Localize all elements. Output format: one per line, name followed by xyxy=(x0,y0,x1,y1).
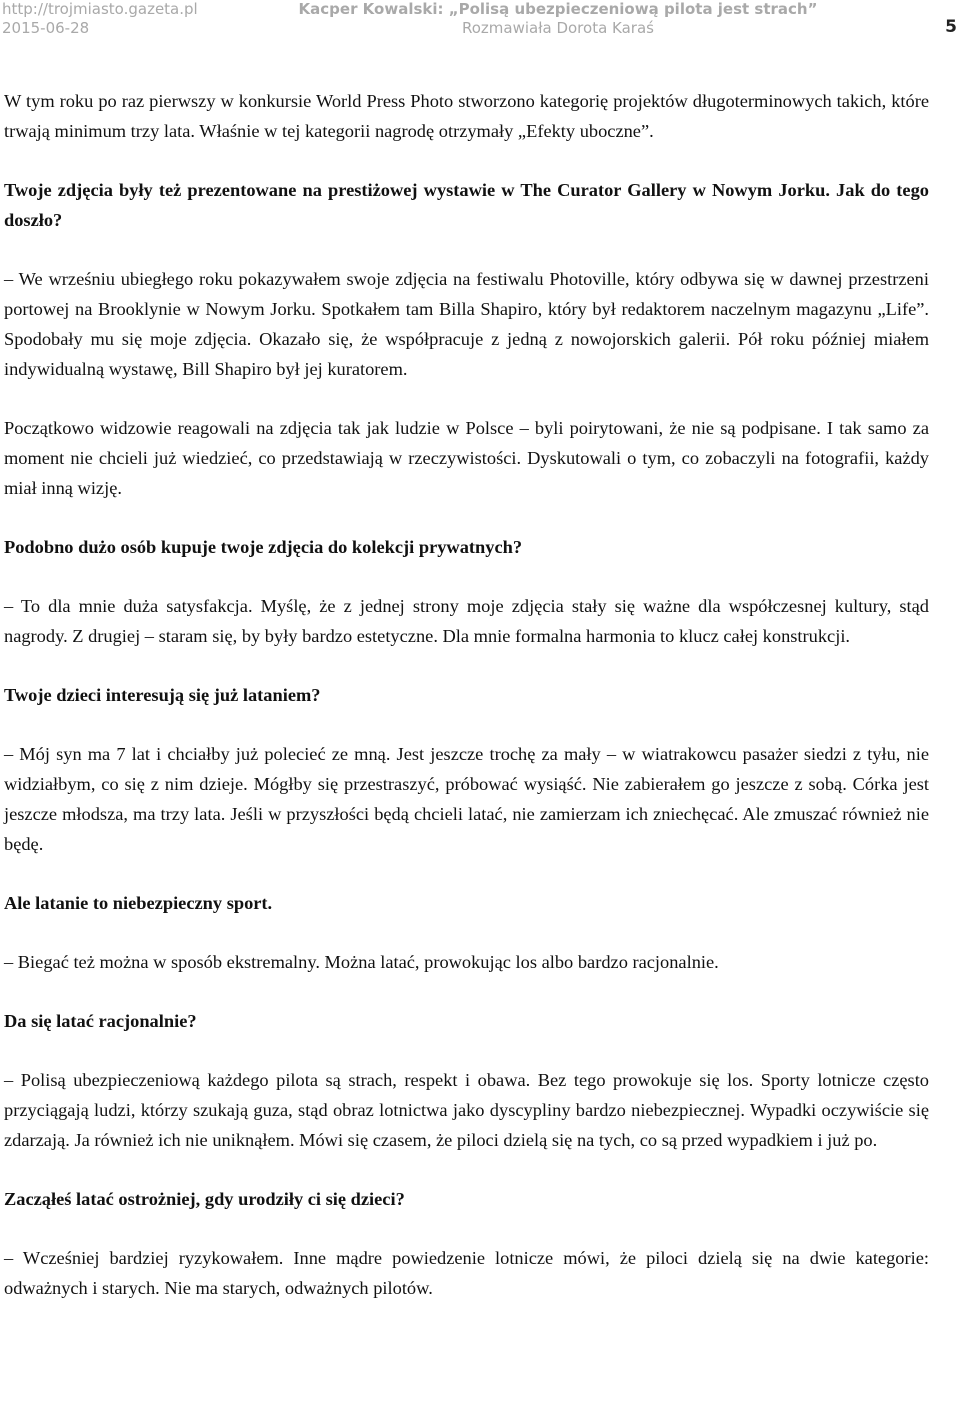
page-number: 5 xyxy=(945,17,957,37)
question-caution: Zacząłeś latać ostrożniej, gdy urodziły ci się dzieci? xyxy=(4,1189,405,1209)
question-children: Twoje dzieci interesują się już lataniem? xyxy=(4,685,321,705)
paragraph-intro: W tym roku po raz pierwszy w konkursie World Press Photo stworzono kategorię projektów długoterminowych takich, które trwają minimum trzy lata. Właśnie w tej kategorii nagrodę otrzymały „Efekty uboczne”. xyxy=(4,91,929,141)
question-gallery: Twoje zdjęcia były też prezentowane na prestiżowej wystawie w The Curator Gallery w Nowym Jorku. Jak do tego doszło? xyxy=(4,180,929,230)
article-title: Kacper Kowalski: „Polisą ubezpieczeniową pilota jest strach” xyxy=(298,0,818,18)
source-url[interactable]: http://trojmiasto.gazeta.pl xyxy=(2,0,198,18)
answer-children: – Mój syn ma 7 lat i chciałby już polecieć ze mną. Jest jeszcze trochę za mały – w wiatrakowcu pasażer siedzi z tyłu, nie widziałbym, co się z nim dzieje. Mógłby się przestraszyć, próbować wysiąść. Nie zabierałem go jeszcze z sobą. Córka jest jeszcze młodsza, ma trzy lata. Jeśli w przyszłości będą chcieli latać, nie zamierzam ich zniechęcać. Ale zmuszać również nie będę. xyxy=(4,744,929,854)
answer-danger: – Biegać też można w sposób ekstremalny. Można latać, prowokując los albo bardzo racjonalnie. xyxy=(4,952,719,972)
article-byline: Rozmawiała Dorota Karaś xyxy=(462,19,654,37)
question-danger: Ale latanie to niebezpieczny sport. xyxy=(4,893,273,913)
question-collectors: Podobno dużo osób kupuje twoje zdjęcia do kolekcji prywatnych? xyxy=(4,537,523,557)
article-body xyxy=(4,86,929,1303)
publication-date: 2015-06-28 xyxy=(2,19,90,37)
page-header xyxy=(0,0,960,46)
question-rational: Da się latać racjonalnie? xyxy=(4,1011,197,1031)
answer-rational: – Polisą ubezpieczeniową każdego pilota są strach, respekt i obawa. Bez tego prowokuje się los. Sporty lotnicze często przyciągają ludzi, którzy szukają guza, stąd obraz lotnictwa jako dyscypliny bardzo niebezpiecznej. Wypadki oczywiście się zdarzają. Ja również ich nie uniknąłem. Mówi się czasem, że piloci dzielą się na tych, co są przed wypadkiem i już po. xyxy=(4,1070,929,1150)
answer-collectors: – To dla mnie duża satysfakcja. Myślę, że z jednej strony moje zdjęcia stały się ważne dla współczesnej kultury, stąd nagrody. Z drugiej – staram się, by były bardzo estetyczne. Dla mnie formalna harmonia to klucz całej konstrukcji. xyxy=(4,596,929,646)
answer-caution: – Wcześniej bardziej ryzykowałem. Inne mądre powiedzenie lotnicze mówi, że piloci dzielą się na dwie kategorie: odważnych i starych. Nie ma starych, odważnych pilotów. xyxy=(4,1248,929,1298)
answer-gallery: – We wrześniu ubiegłego roku pokazywałem swoje zdjęcia na festiwalu Photoville, który odbywa się w dawnej przestrzeni portowej na Brooklynie w Nowym Jorku. Spotkałem tam Billa Shapiro, który był redaktorem naczelnym magazynu „Life”. Spodobały mu się moje zdjęcia. Okazało się, że współpracuje z jedną z nowojorskich galerii. Pół roku później miałem indywidualną wystawę, Bill Shapiro był jej kuratorem. xyxy=(4,269,929,379)
paragraph-viewers: Początkowo widzowie reagowali na zdjęcia tak jak ludzie w Polsce – byli poirytowani, że nie są podpisane. I tak samo za moment nie chcieli już wiedzieć, co przedstawiają w rzeczywistości. Dyskutowali o tym, co zobaczyli na fotografii, każdy miał inną wizję. xyxy=(4,418,929,498)
